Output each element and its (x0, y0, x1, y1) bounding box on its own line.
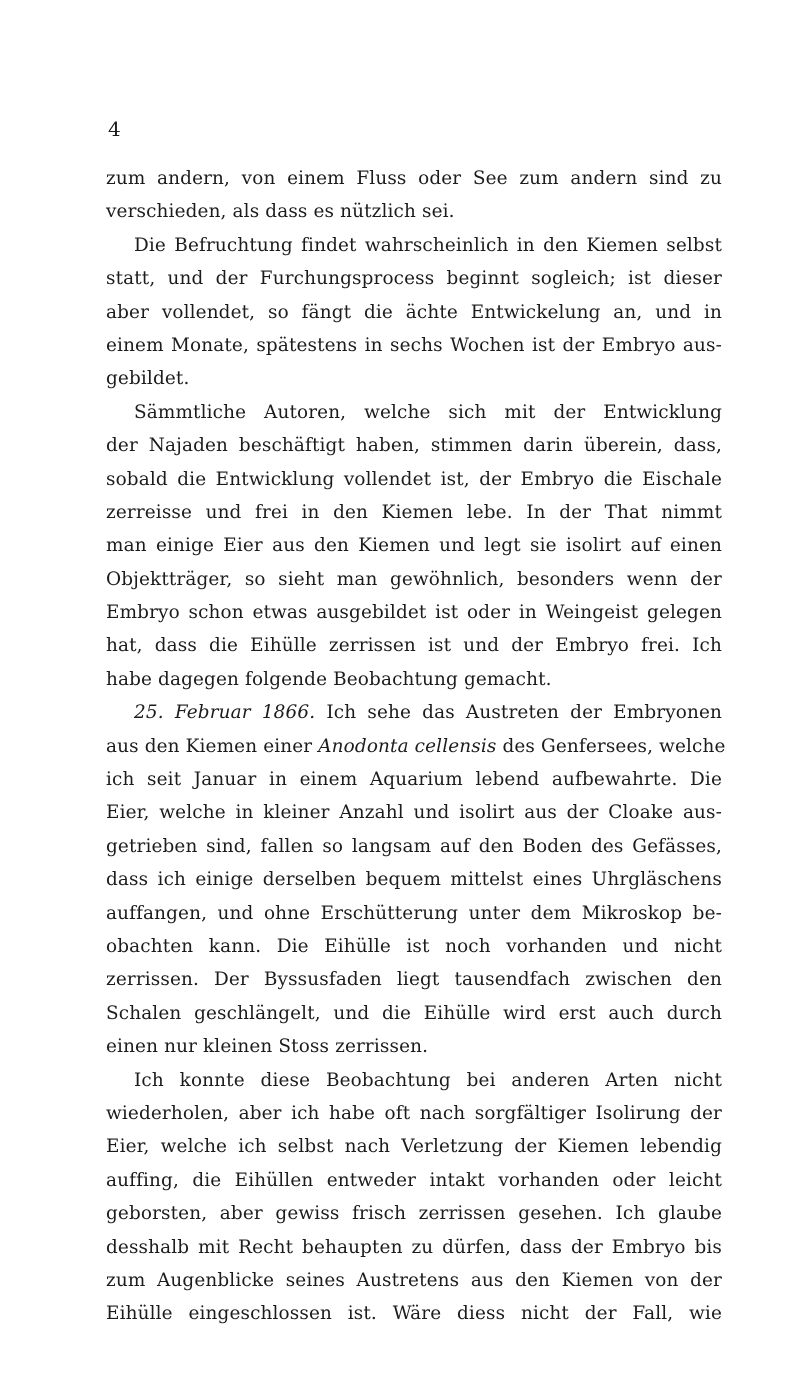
text-line: einen nur kleinen Stoss zerrissen. (106, 1036, 429, 1058)
text-line: Ich konnte diese Beobachtung bei anderen Arten nicht (134, 1069, 722, 1091)
text-line: statt, und der Furchungsprocess beginnt sogleich; ist dieser (106, 268, 722, 290)
text-line: Eihülle eingeschlossen ist. Wäre diess nicht der Fall, wie (106, 1303, 722, 1325)
text-line: zum andern, von einem Fluss oder See zum andern sind zu (106, 168, 722, 189)
text-line: Schalen geschlängelt, und die Eihülle wird erst auch durch (106, 1002, 722, 1024)
text-line: hat, dass die Eihülle zerrissen ist und der Embryo frei. Ich (106, 635, 722, 657)
text-line: wiederholen, aber ich habe oft nach sorgfältiger Isolirung der (106, 1102, 722, 1124)
text-line: auffing, die Eihüllen entweder intakt vorhanden oder leicht (106, 1169, 722, 1191)
text-line: Eier, welche ich selbst nach Verletzung der Kiemen lebendig (106, 1136, 722, 1158)
text-line: man einige Eier aus den Kiemen und legt sie isolirt auf einen (106, 535, 722, 557)
text-line: zerrissen. Der Byssusfaden liegt tausendfach zwischen den (106, 969, 722, 991)
text-line: ich seit Januar in einem Aquarium lebend aufbewahrte. Die (106, 769, 722, 791)
observation-date-line (106, 696, 722, 729)
text-line: einem Monate, spätestens in sechs Wochen ist der Embryo aus- (106, 334, 722, 356)
text-line: auffangen, und ohne Erschütterung unter dem Mikroskop be- (106, 902, 722, 924)
paragraphs-after-observation (106, 763, 722, 1331)
text-line: sobald die Entwicklung vollendet ist, der Embryo die Eischale (106, 468, 722, 490)
text-line: zerreisse und frei in den Kiemen lebe. In der That nimmt (106, 501, 722, 523)
text-line: Die Befruchtung findet wahrscheinlich in den Kiemen selbst (134, 234, 722, 256)
text-line: Sämmtliche Autoren, welche sich mit der Entwicklung (134, 401, 722, 423)
text-line: habe dagegen folgende Beobachtung gemacht. (106, 668, 552, 690)
text-line: desshalb mit Recht behaupten zu dürfen, dass der Embryo bis (106, 1236, 722, 1258)
paragraphs-before-observation (106, 162, 722, 696)
text-line: dass ich einige derselben bequem mittelst eines Uhrgläschens (106, 869, 722, 891)
text-line: gebildet. (106, 368, 190, 390)
species-line-after: des Genfersees, welche (496, 735, 726, 757)
text-line: aber vollendet, so fängt die ächte Entwickelung an, und in (106, 301, 722, 323)
observation-date-rest: Ich sehe das Austreten der Embryonen (315, 702, 722, 724)
page-number: 4 (108, 117, 121, 141)
body-text (106, 162, 726, 1331)
text-line: der Najaden beschäftigt haben, stimmen darin überein, dass, (106, 435, 722, 457)
text-line: Objektträger, so sieht man gewöhnlich, besonders wenn der (106, 568, 722, 590)
text-line: Embryo schon etwas ausgebildet ist oder in Weingeist gelegen (106, 602, 722, 624)
observation-date: 25. Februar 1866. (134, 702, 316, 724)
text-line: getrieben sind, fallen so langsam auf den Boden des Gefässes, (106, 835, 722, 857)
text-line: verschieden, als dass es nützlich sei. (106, 201, 455, 223)
species-name: Anodonta cellensis (318, 735, 497, 757)
species-line-before: aus den Kiemen einer (106, 735, 319, 757)
species-line (106, 730, 726, 763)
text-line: geborsten, aber gewiss frisch zerrissen gesehen. Ich glaube (106, 1203, 722, 1225)
text-line: zum Augenblicke seines Austretens aus den Kiemen von der (106, 1269, 722, 1291)
text-line: obachten kann. Die Eihülle ist noch vorhanden und nicht (106, 935, 722, 957)
text-line: Eier, welche in kleiner Anzahl und isolirt aus der Cloake aus- (106, 802, 722, 824)
